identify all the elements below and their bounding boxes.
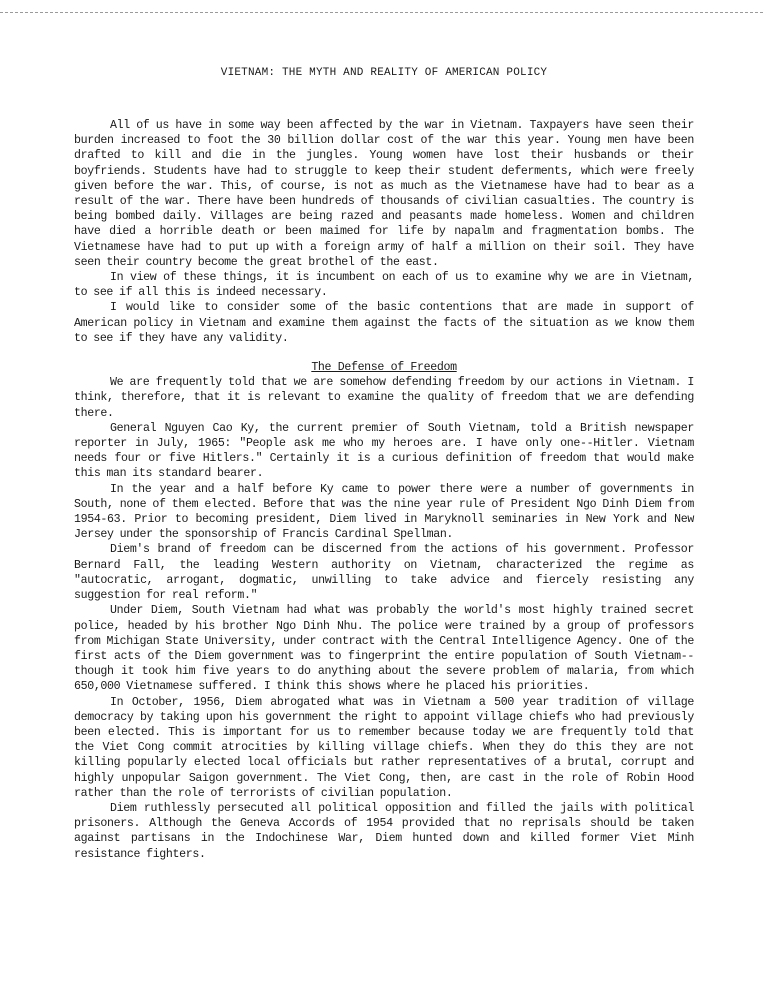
scan-top-edge (0, 12, 763, 13)
document-title: VIETNAM: THE MYTH AND REALITY OF AMERICAN POLICY (220, 67, 548, 79)
paragraph-persecution: Diem ruthlessly persecuted all political opposition and filled the jails with political prisoners. Although the Geneva Accords of 1954 provided that no reprisals should be taken against partisans in the Indochinese War, Diem hunted down and killed former Viet Minh resistance fighters. (74, 801, 694, 861)
paragraph-diem-freedom: Diem's brand of freedom can be discerned from the actions of his government. Professor Bernard Fall, the leading Western authority on Vietnam, characterized the regime as "autocratic, arrogant, dogmatic, unwilling to take advice and fiercely resisting any suggestion for real reform." (74, 543, 694, 603)
paragraph-secret-police: Under Diem, South Vietnam had what was probably the world's most highly trained secret police, headed by his brother Ngo Dinh Nhu. The police were trained by a group of professors from Michigan State University, under contract with the Central Intelligence Agency. One of the first acts of the Diem government was to fingerprint the entire population of South Vietnam--though it took him five years to do anything about the severe problem of malaria, from which 650,000 Vietnamese suffered. I think this shows where he placed his priorities. (74, 604, 694, 694)
paragraph-intro-3: I would like to consider some of the basic contentions that are made in support of American policy in Vietnam and examine them against the facts of the situation as we know them to see if they have any validity. (74, 301, 694, 345)
paragraph-village-democracy: In October, 1956, Diem abrogated what was in Vietnam a 500 year tradition of village democracy by taking upon his government the right to appoint village chiefs who had previously been elected. This is important for us to remember because today we are frequently told that the Viet Cong commit atrocities by killing village chiefs. When they do this they are not killing popularly elected local officials but rather representatives of a brutal, corrupt and highly unpopular Saigon government. The Viet Cong, then, are cast in the role of Robin Hood rather than the role of terrorists of civilian population. (74, 695, 694, 800)
paragraph-governments: In the year and a half before Ky came to power there were a number of governments in South, none of them elected. Before that was the nine year rule of President Ngo Dinh Diem from 1954-63. Prior to becoming president, Diem lived in Maryknoll seminaries in New York and New Jersey under the sponsorship of Francis Cardinal Spellman. (74, 482, 694, 542)
section-heading: The Defense of Freedom (311, 361, 457, 375)
paragraph-intro-2: In view of these things, it is incumbent on each of us to examine why we are in Vietnam, to see if all this is indeed necessary. (74, 271, 694, 300)
document-page (74, 66, 694, 862)
paragraph-freedom-1: We are frequently told that we are somehow defending freedom by our actions in Vietnam. I think, therefore, that it is relevant to examine the quality of freedom that we are defending there. (74, 376, 694, 420)
paragraph-intro-1: All of us have in some way been affected by the war in Vietnam. Taxpayers have seen their burden increased to foot the 30 billion dollar cost of the war this year. Young men have been drafted to kill and die in the jungles. Young women have lost their husbands or their boyfriends. Students have had to struggle to keep their student deferments, which were freely given before the war. This, of course, is not as much as the Vietnamese have had to bear as a result of the war. There have been hundreds of thousands of civilian casualties. The country is being bombed daily. Villages are being razed and peasants made homeless. Women and children have died a horrible death or been maimed for life by napalm and fragmentation bombs. The Vietnamese have had to put up with a foreign army of half a million on their soil. They have seen their country become the great brothel of the east. (74, 119, 694, 269)
paragraph-ky-quote: General Nguyen Cao Ky, the current premier of South Vietnam, told a British newspaper reporter in July, 1965: "People ask me who my heroes are. I have only one--Hitler. Vietnam needs four or five Hitlers." Certainly it is a curious definition of freedom that would make this man its standard bearer. (74, 421, 694, 481)
